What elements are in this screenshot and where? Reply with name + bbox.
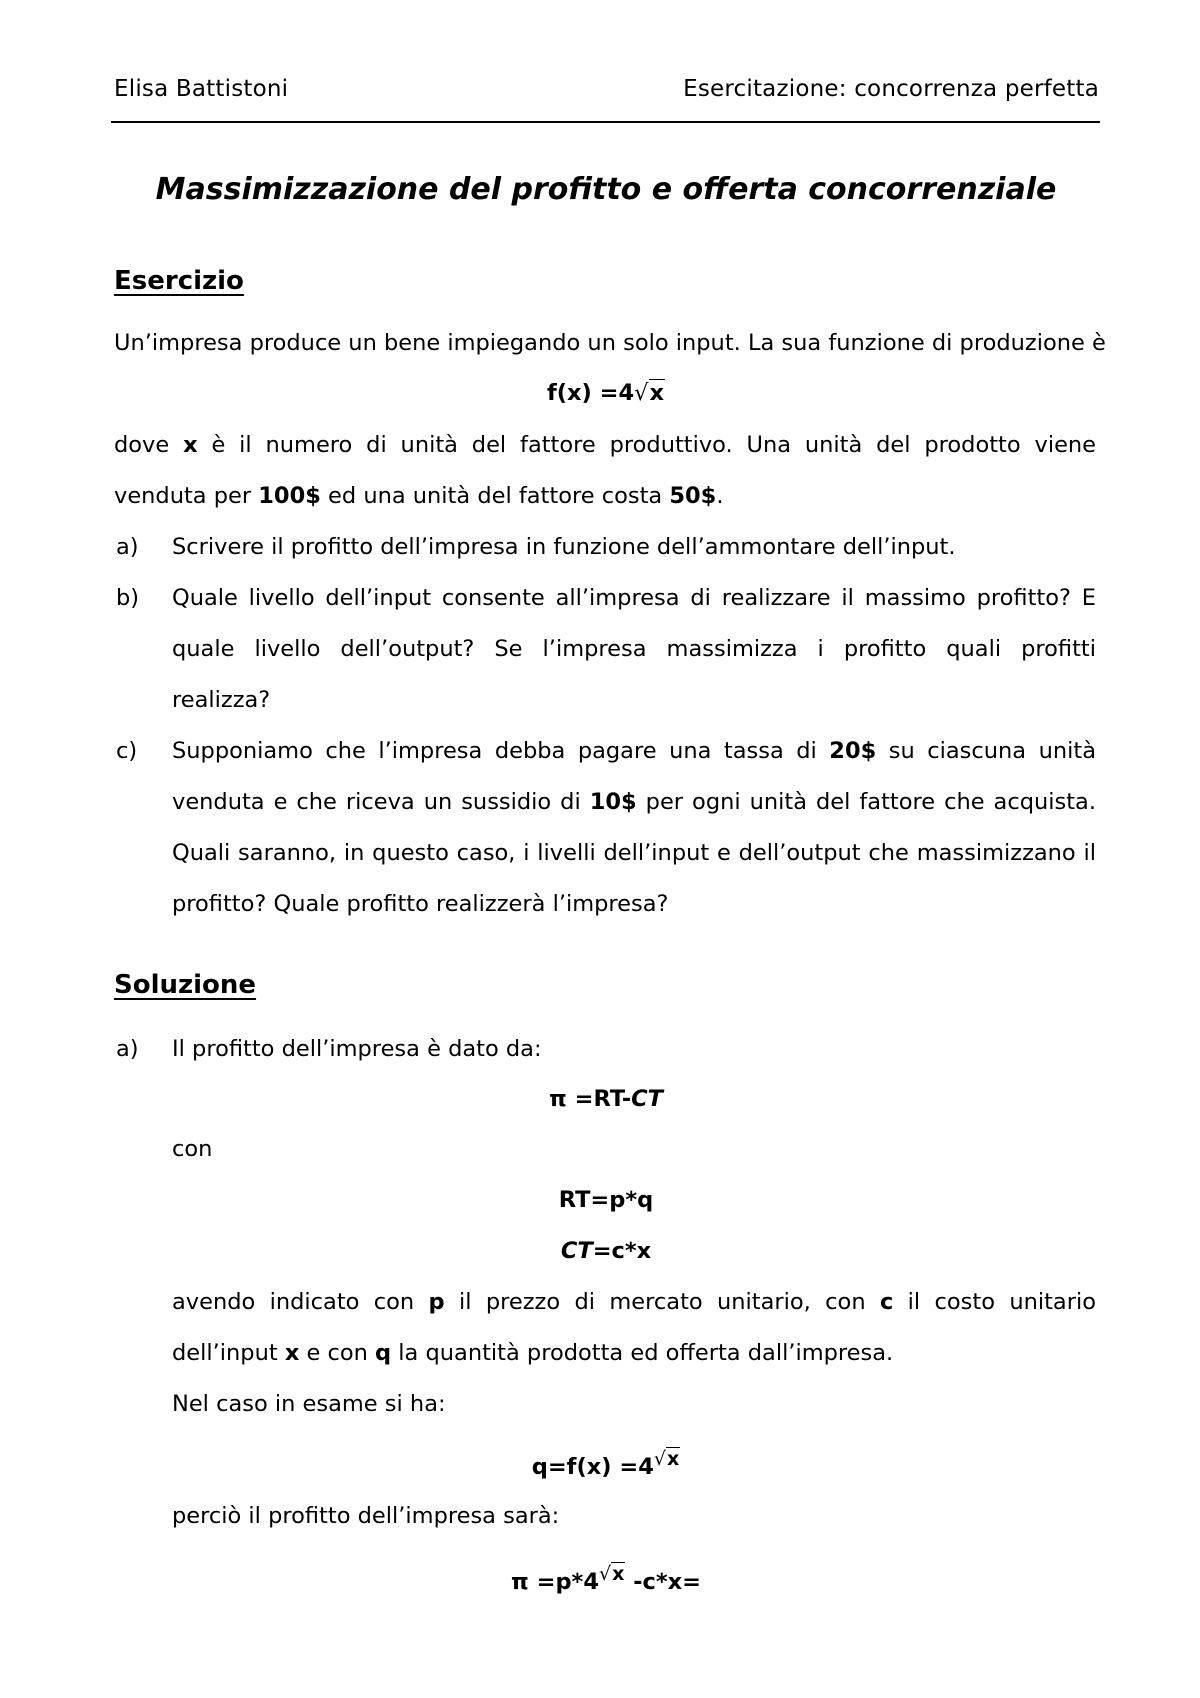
header-author: Elisa Battistoni xyxy=(114,76,289,102)
header-divider xyxy=(111,121,1100,123)
expl2-x: x xyxy=(284,1340,300,1366)
cost-value: 50$ xyxy=(669,483,717,509)
solution-therefore: perciò il profitto dell’impresa sarà: xyxy=(172,1503,560,1529)
solution-a-intro: Il profitto dell’impresa è dato da: xyxy=(172,1036,542,1062)
question-c-line-4: profitto? Quale profitto realizzerà l’impresa? xyxy=(172,891,669,917)
question-c-line-2 xyxy=(172,789,1096,815)
profit-equation xyxy=(0,1086,1200,1112)
solution-explanation-line-1 xyxy=(172,1289,1096,1315)
question-c-line-1 xyxy=(172,738,1096,764)
eq3-rhs: =c*x xyxy=(592,1238,652,1264)
question-a-label: a) xyxy=(116,534,139,560)
exercise-desc-line-1 xyxy=(114,432,1096,458)
question-c-line-3: Quali saranno, in questo caso, i livelli dell’input e dell’output che massimizzano il xyxy=(172,840,1096,866)
profit-expansion-equation xyxy=(0,1563,1200,1595)
sqrt-symbol: √ xyxy=(634,380,649,406)
exercise-desc-line-2 xyxy=(114,483,1096,509)
question-b-line-3: realizza? xyxy=(172,687,271,713)
expl2-mid: e con xyxy=(299,1340,376,1366)
expl2-post: la quantità prodotta ed offerta dall’impresa. xyxy=(391,1340,894,1366)
eq5-rhs: -c*x= xyxy=(625,1569,702,1595)
quantity-equation xyxy=(0,1448,1200,1480)
expl1-mid: il prezzo di mercato unitario, con xyxy=(444,1289,880,1315)
solution-case: Nel caso in esame si ha: xyxy=(172,1391,446,1417)
exercise-intro: Un’impresa produce un bene impiegando un solo input. La sua funzione di produzione è xyxy=(114,330,1106,356)
desc2-end: . xyxy=(716,483,724,509)
sqrt-symbol: √ xyxy=(653,1448,666,1470)
expl1-pre: avendo indicato con xyxy=(172,1289,429,1315)
revenue-equation: RT=p*q xyxy=(558,1187,654,1213)
sqrt-symbol: √ xyxy=(598,1563,612,1585)
document-title: Massimizzazione del profitto e offerta concorrenziale xyxy=(155,172,1057,207)
header-topic: Esercitazione: concorrenza perfetta xyxy=(683,76,1099,102)
production-function-radicand: x xyxy=(649,380,665,406)
eq5-radicand: x xyxy=(612,1563,625,1585)
desc1-var: x xyxy=(183,432,198,458)
c1-post: su ciascuna unità xyxy=(876,738,1096,764)
eq1-ct: CT xyxy=(631,1086,664,1112)
c1-pre: Supponiamo che l’impresa debba pagare una tassa di xyxy=(172,738,830,764)
solution-heading: Soluzione xyxy=(114,970,257,1000)
c2-pre: venduta e che riceva un sussidio di xyxy=(172,789,590,815)
eq4-lhs: q=f(x) =4 xyxy=(531,1454,654,1480)
production-function-lhs: f(x) =4 xyxy=(546,380,635,406)
desc2-pre: venduta per xyxy=(114,483,259,509)
exercise-heading: Esercizio xyxy=(114,266,244,296)
desc1-post: è il numero di unità del fattore produttivo. Una unità del prodotto viene xyxy=(197,432,1097,458)
expl1-c: c xyxy=(879,1289,894,1315)
price-value: 100$ xyxy=(258,483,321,509)
eq1-lhs: π =RT- xyxy=(548,1086,632,1112)
question-b-label: b) xyxy=(116,585,140,611)
question-b-line-2: quale livello dell’output? Se l’impresa massimizza i profitto quali profitti xyxy=(172,636,1096,662)
desc2-mid: ed una unità del fattore costa xyxy=(320,483,670,509)
desc1-pre: dove xyxy=(114,432,184,458)
cost-equation xyxy=(0,1238,1200,1264)
expl2-pre: dell’input xyxy=(172,1340,285,1366)
solution-con: con xyxy=(172,1136,213,1162)
tax-value: 20$ xyxy=(829,738,877,764)
question-b-line-1: Quale livello dell’input consente all’impresa di realizzare il massimo profitto? E xyxy=(172,585,1096,611)
subsidy-value: 10$ xyxy=(589,789,637,815)
expl2-q: q xyxy=(375,1340,392,1366)
eq3-ct: CT xyxy=(560,1238,593,1264)
solution-a-label: a) xyxy=(116,1036,139,1062)
production-function xyxy=(0,380,1200,406)
eq4-radicand: x xyxy=(667,1448,680,1470)
expl1-post: il costo unitario xyxy=(893,1289,1096,1315)
solution-explanation-line-2 xyxy=(172,1340,1096,1366)
question-a-text: Scrivere il profitto dell’impresa in funzione dell’ammontare dell’input. xyxy=(172,534,956,560)
expl1-p: p xyxy=(428,1289,445,1315)
question-c-label: c) xyxy=(116,738,138,764)
eq5-lhs: π =p*4 xyxy=(510,1569,599,1595)
c2-post: per ogni unità del fattore che acquista. xyxy=(636,789,1096,815)
